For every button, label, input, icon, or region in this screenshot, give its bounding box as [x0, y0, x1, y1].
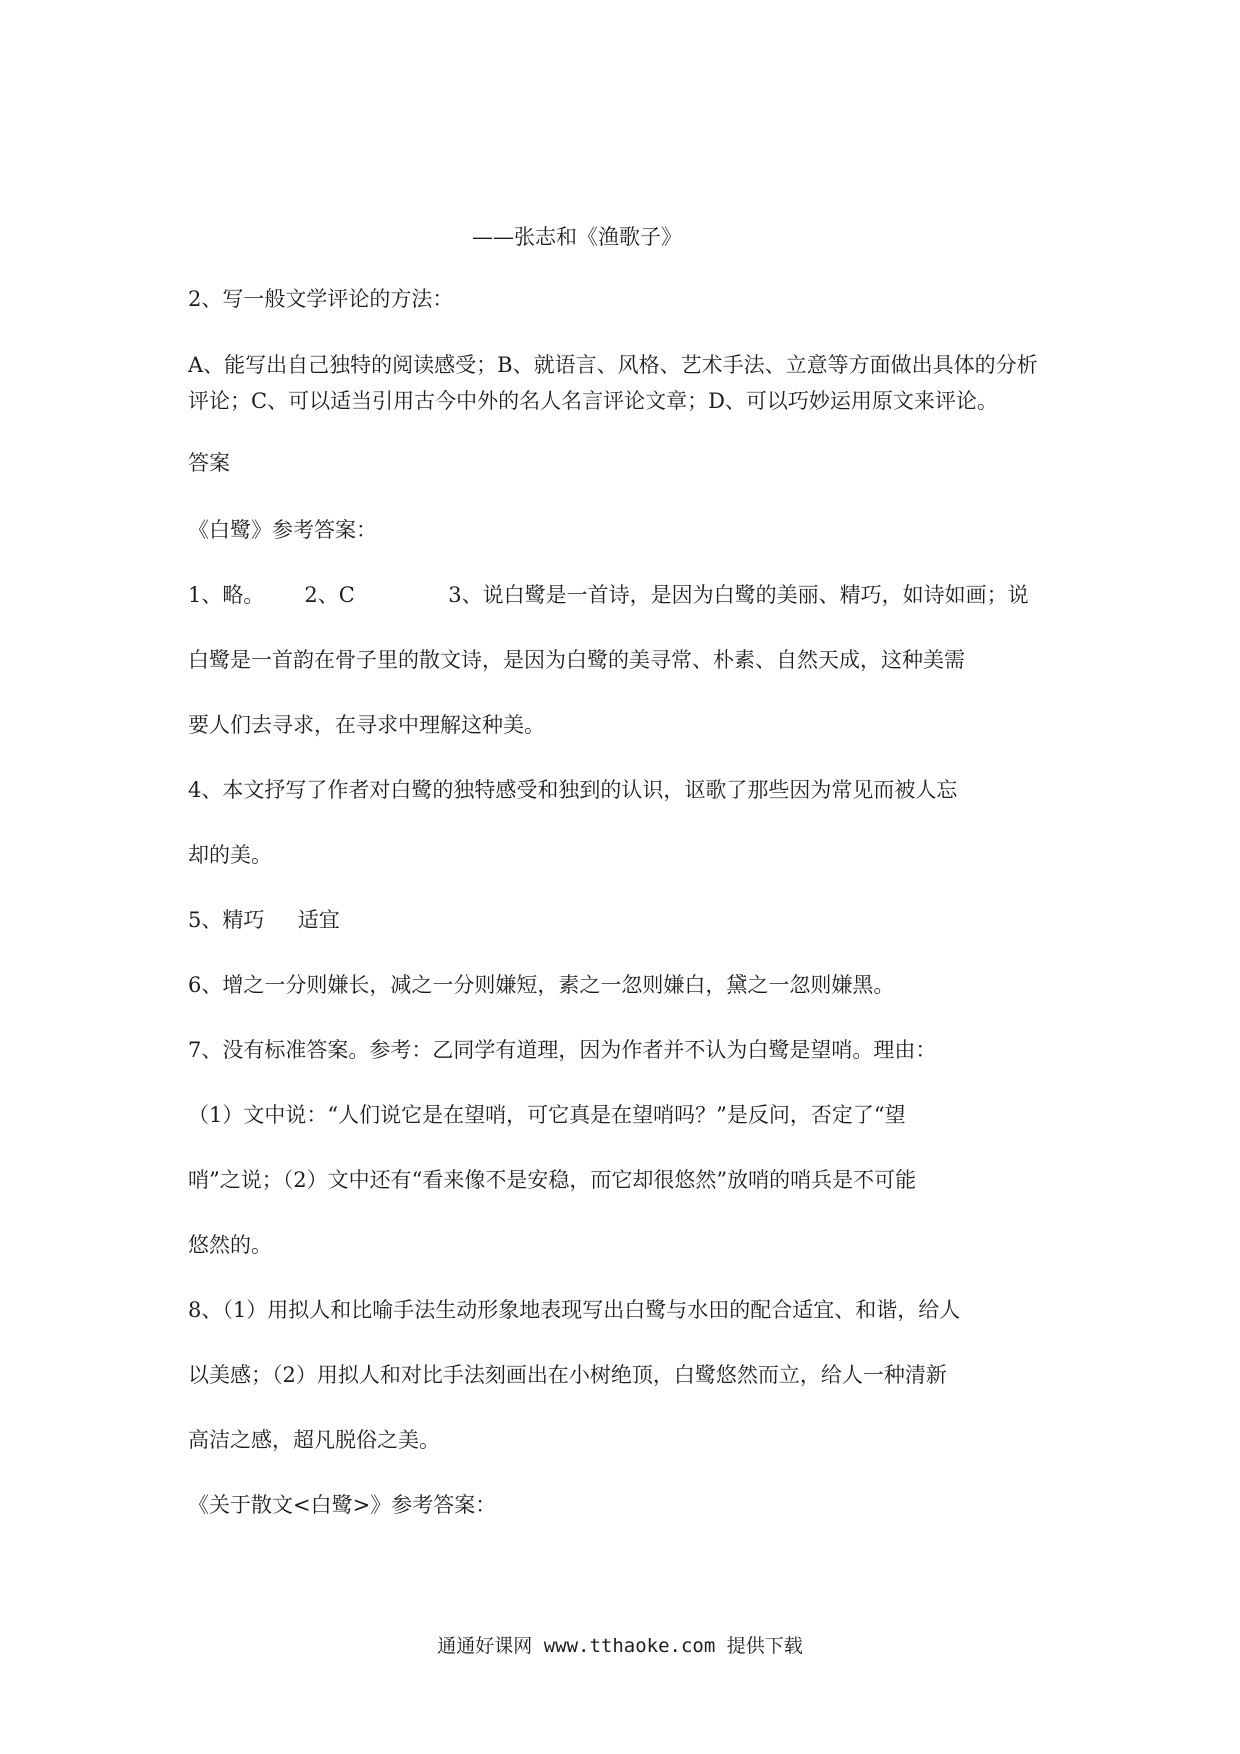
- answer-7-line-1: 7、没有标准答案。参考：乙同学有道理，因为作者并不认为白鹭是望哨。理由：: [188, 1038, 937, 1062]
- method-body-line-1: A、能写出自己独特的阅读感受；B、就语言、风格、艺术手法、立意等方面做出具体的分析: [188, 353, 1038, 377]
- answer-1-3-line-1: 1、略。 2、C 3、说白鹭是一首诗，是因为白鹭的美丽、精巧，如诗如画；说: [188, 583, 1029, 607]
- answer-4-line-1: 4、本文抒写了作者对白鹭的独特感受和独到的认识，讴歌了那些因为常见而被人忘: [188, 778, 958, 802]
- answer-8-line-3: 高洁之感，超凡脱俗之美。: [188, 1428, 440, 1452]
- page-footer: 通通好课网 www.tthaoke.com 提供下载: [437, 1635, 803, 1657]
- method-body-line-2: 评论；C、可以适当引用古今中外的名人名言评论文章；D、可以巧妙运用原文来评论。: [188, 389, 998, 413]
- answers-heading: 答案: [188, 451, 230, 475]
- method-heading: 2、写一般文学评论的方法：: [188, 287, 454, 311]
- answer-7-line-2: （1）文中说：“人们说它是在望哨，可它真是在望哨吗？”是反问，否定了“望: [188, 1103, 906, 1127]
- answer-6: 6、增之一分则嫌长，减之一分则嫌短，素之一忽则嫌白，黛之一忽则嫌黑。: [188, 973, 895, 997]
- bailu-answers-heading: 《白鹭》参考答案：: [188, 518, 377, 542]
- answer-5: 5、精巧 适宜: [188, 908, 340, 932]
- answer-8-line-1: 8、（1）用拟人和比喻手法生动形象地表现写出白鹭与水田的配合适宜、和谐，给人: [188, 1298, 961, 1322]
- answer-3-line-3: 要人们去寻求，在寻求中理解这种美。: [188, 713, 545, 737]
- answer-3-line-2: 白鹭是一首韵在骨子里的散文诗，是因为白鹭的美寻常、朴素、自然天成，这种美需: [188, 648, 965, 672]
- answer-8-line-2: 以美感；（2）用拟人和对比手法刻画出在小树绝顶，白鹭悠然而立，给人一种清新: [188, 1363, 947, 1387]
- answer-7-line-4: 悠然的。: [188, 1233, 272, 1257]
- answer-7-line-3: 哨”之说；（2）文中还有“看来像不是安稳，而它却很悠然”放哨的哨兵是不可能: [188, 1168, 917, 1192]
- answer-4-line-2: 却的美。: [188, 843, 272, 867]
- poem-attribution: ——张志和《渔歌子》: [472, 225, 682, 249]
- essay-answers-heading: 《关于散文<白鹭>》参考答案：: [188, 1493, 497, 1517]
